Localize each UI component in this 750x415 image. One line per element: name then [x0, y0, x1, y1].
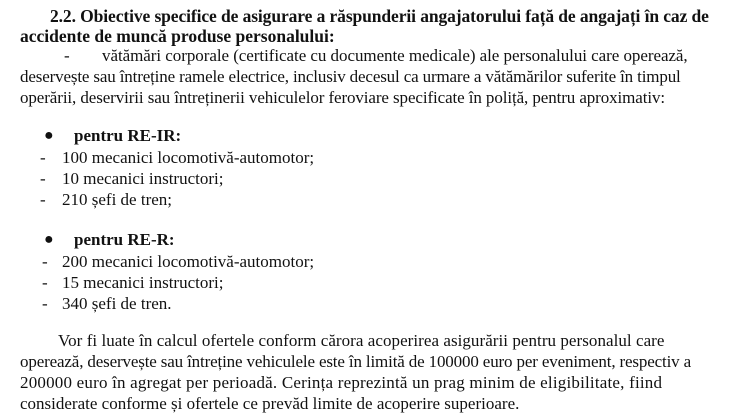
- list-item: 210 șefi de tren;: [62, 190, 172, 209]
- list-item-dash: -: [40, 190, 46, 209]
- section-heading-line-2: accidente de muncă produse personalului:: [20, 26, 335, 46]
- group-title: pentru RE-R:: [74, 230, 175, 249]
- list-item: 15 mecanici instructori;: [62, 273, 224, 292]
- group-title: pentru RE-IR:: [74, 126, 182, 145]
- list-item-dash: -: [42, 273, 48, 292]
- list-item: 10 mecanici instructori;: [62, 169, 224, 188]
- list-item: 100 mecanici locomotivă-automotor;: [62, 148, 315, 167]
- intro-dash: -: [64, 46, 70, 65]
- intro-line-3: operării, deservirii sau întreținerii vehiculelor feroviare specificate în poliță, pentru aproximativ:: [20, 88, 665, 107]
- list-item: 340 șefi de tren.: [62, 294, 172, 313]
- bullet-icon: ●: [44, 127, 54, 144]
- list-item-dash: -: [42, 294, 48, 313]
- list-item: 200 mecanici locomotivă-automotor;: [62, 252, 315, 271]
- section-heading-line-1: 2.2. Obiective specifice de asigurare a răspunderii angajatorului față de angajați în caz de: [50, 6, 709, 26]
- list-item-dash: -: [42, 252, 48, 271]
- closing-line-3: 200000 euro în agregat per perioadă. Cerința reprezintă un prag minim de eligibilitate, fiind: [20, 373, 663, 392]
- closing-line-2: operează, deservește sau întreține vehiculele este în limită de 100000 euro per eveniment, respectiv a: [20, 352, 692, 371]
- bullet-icon: ●: [44, 231, 54, 248]
- list-item-dash: -: [40, 148, 46, 167]
- closing-line-4: considerate conforme și ofertele ce prevăd limite de acoperire superioare.: [20, 394, 520, 413]
- intro-line-2: deservește sau întreține ramele electrice, inclusiv decesul ca urmare a vătămărilor suferite în timpul: [20, 67, 681, 86]
- closing-line-1: Vor fi luate în calcul ofertele conform cărora acoperirea asigurării pentru personalul care: [58, 331, 665, 350]
- intro-line-1: vătămări corporale (certificate cu documente medicale) ale personalului care operează,: [102, 46, 688, 65]
- list-item-dash: -: [40, 169, 46, 188]
